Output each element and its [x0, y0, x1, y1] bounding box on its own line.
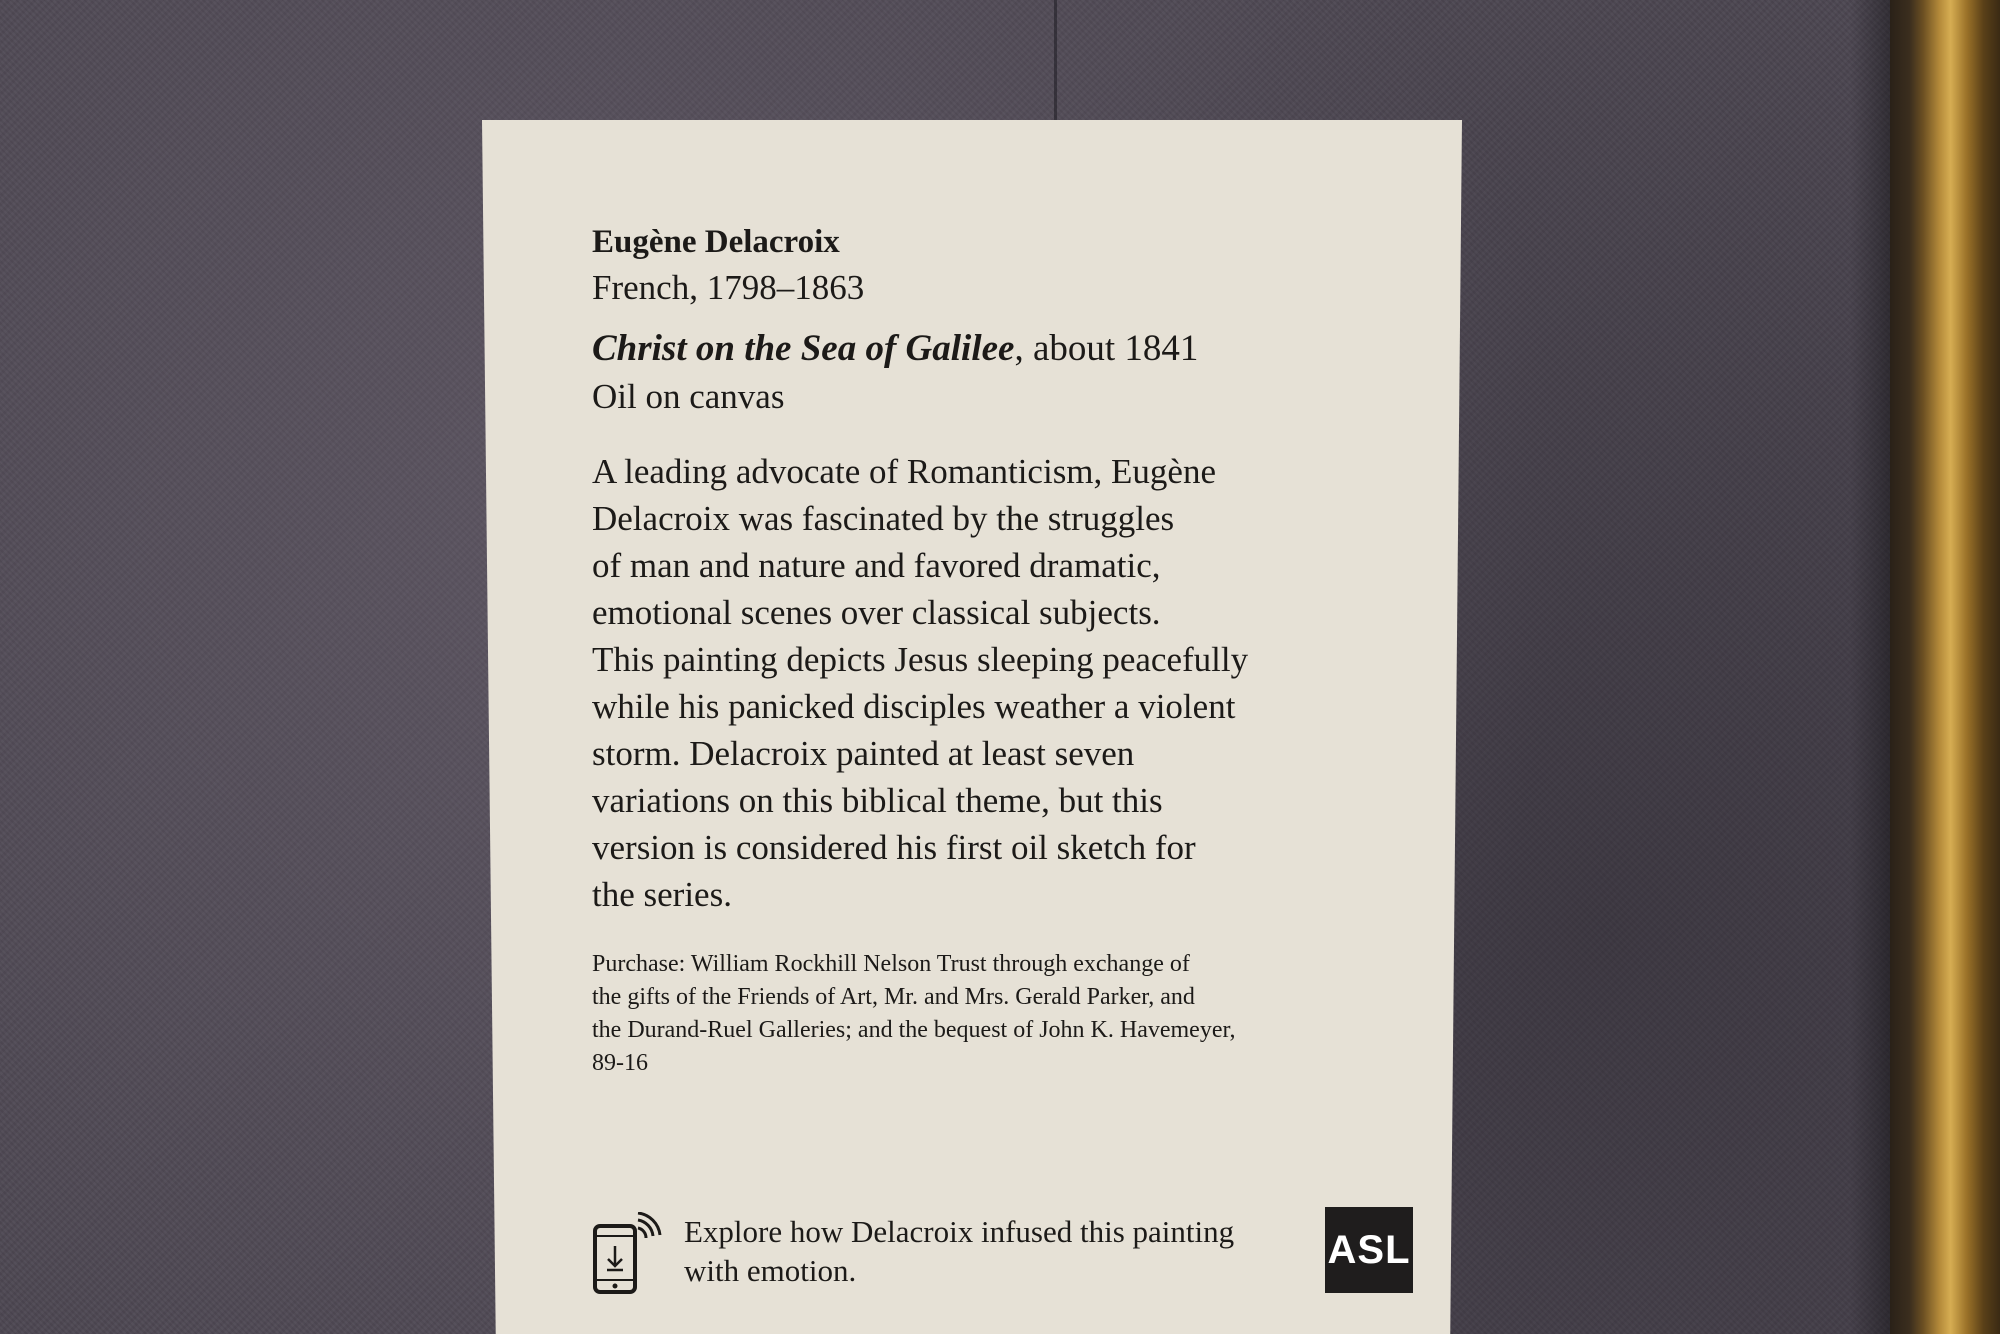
description-line: Delacroix was fascinated by the struggles [592, 499, 1175, 538]
explore-line: Explore how Delacroix infused this painting [684, 1214, 1235, 1249]
artwork-title: Christ on the Sea of Galilee [592, 328, 1015, 369]
description-line: of man and nature and favored dramatic, [592, 546, 1161, 585]
credit-line-text: the Durand-Ruel Galleries; and the bequest of John K. Havemeyer, [592, 1017, 1236, 1043]
artist-name: Eugène Delacroix [592, 224, 840, 260]
painting-frame-edge [1890, 0, 2000, 1334]
explore-prompt [684, 1212, 1304, 1290]
frame-shadow [1850, 0, 1890, 1334]
credit-line-text: the gifts of the Friends of Art, Mr. and Mrs. Gerald Parker, and [592, 984, 1195, 1010]
description-line: A leading advocate of Romanticism, Eugène [592, 452, 1216, 491]
description-line: variations on this biblical theme, but this [592, 781, 1163, 820]
artwork-description [592, 448, 1322, 918]
artwork-date: , about 1841 [1014, 328, 1199, 369]
explore-line: with emotion. [684, 1253, 857, 1288]
mobile-download-icon [592, 1212, 662, 1296]
description-line: emotional scenes over classical subjects. [592, 593, 1161, 632]
credit-line [592, 948, 1332, 1080]
description-line: the series. [592, 875, 732, 914]
wall-seam [1054, 0, 1057, 120]
description-line: storm. Delacroix painted at least seven [592, 734, 1135, 773]
label-footer [592, 1192, 1412, 1292]
artwork-title-line [592, 324, 1352, 374]
artist-nationality-dates: French, 1798–1863 [592, 268, 865, 307]
label-text-block [592, 220, 1352, 1080]
credit-line-text: Purchase: William Rockhill Nelson Trust through exchange of [592, 951, 1190, 977]
description-line: while his panicked disciples weather a violent [592, 687, 1236, 726]
accession-number: 89-16 [592, 1050, 648, 1076]
artwork-medium: Oil on canvas [592, 377, 785, 416]
description-line: This painting depicts Jesus sleeping peacefully [592, 640, 1249, 679]
description-line: version is considered his first oil sketch for [592, 828, 1196, 867]
asl-badge: ASL [1325, 1207, 1413, 1293]
